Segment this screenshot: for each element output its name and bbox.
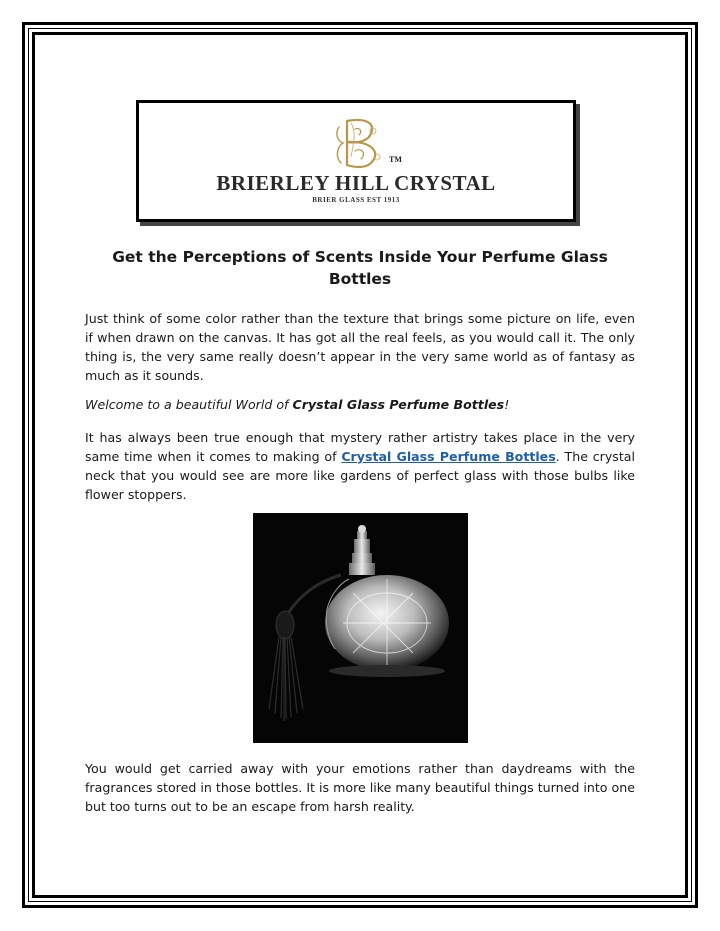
- welcome-prefix: Welcome to a beautiful World of: [85, 397, 293, 412]
- brand-tagline: BRIER GLASS EST 1913: [312, 196, 400, 204]
- logo-banner: [136, 100, 576, 222]
- article-title: Get the Perceptions of Scents Inside Your Perfume Glass Bottles: [112, 248, 608, 288]
- trademark-mark: TM: [389, 155, 402, 164]
- paragraph-artistry: [85, 428, 635, 504]
- brand-name: BRIERLEY HILL CRYSTAL: [216, 171, 496, 195]
- brand-monogram-icon: [329, 113, 393, 173]
- welcome-suffix: !: [504, 397, 510, 412]
- paragraph-welcome: [85, 395, 635, 414]
- paragraph-intro: Just think of some color rather than the texture that brings some picture on life, even if when drawn on the canvas. It has got all the real feels, as you would call it. The only thing is, the very same really doesn’t appear in the very same world as of fantasy as much as it sounds.: [85, 311, 635, 383]
- welcome-bold: Crystal Glass Perfume Bottles: [292, 397, 505, 412]
- artistry-after-link: . The crystal neck that you would see are more like gardens of perfect glass with those bulbs like flower stoppers.: [85, 449, 636, 502]
- perfume-bottle-image: [253, 513, 468, 743]
- perfume-bottle-photo: [253, 513, 468, 743]
- artistry-before-link: It has always been true enough that mystery rather artistry takes place in the very same time when it comes to making of: [85, 430, 635, 464]
- crystal-perfume-bottles-link[interactable]: Crystal Glass Perfume Bottles: [341, 449, 556, 464]
- paragraph-conclusion: You would get carried away with your emotions rather than daydreams with the fragrances stored in those bottles. It is more like many beautiful things turned into one but too turns out to be an escape from harsh reality.: [85, 761, 635, 814]
